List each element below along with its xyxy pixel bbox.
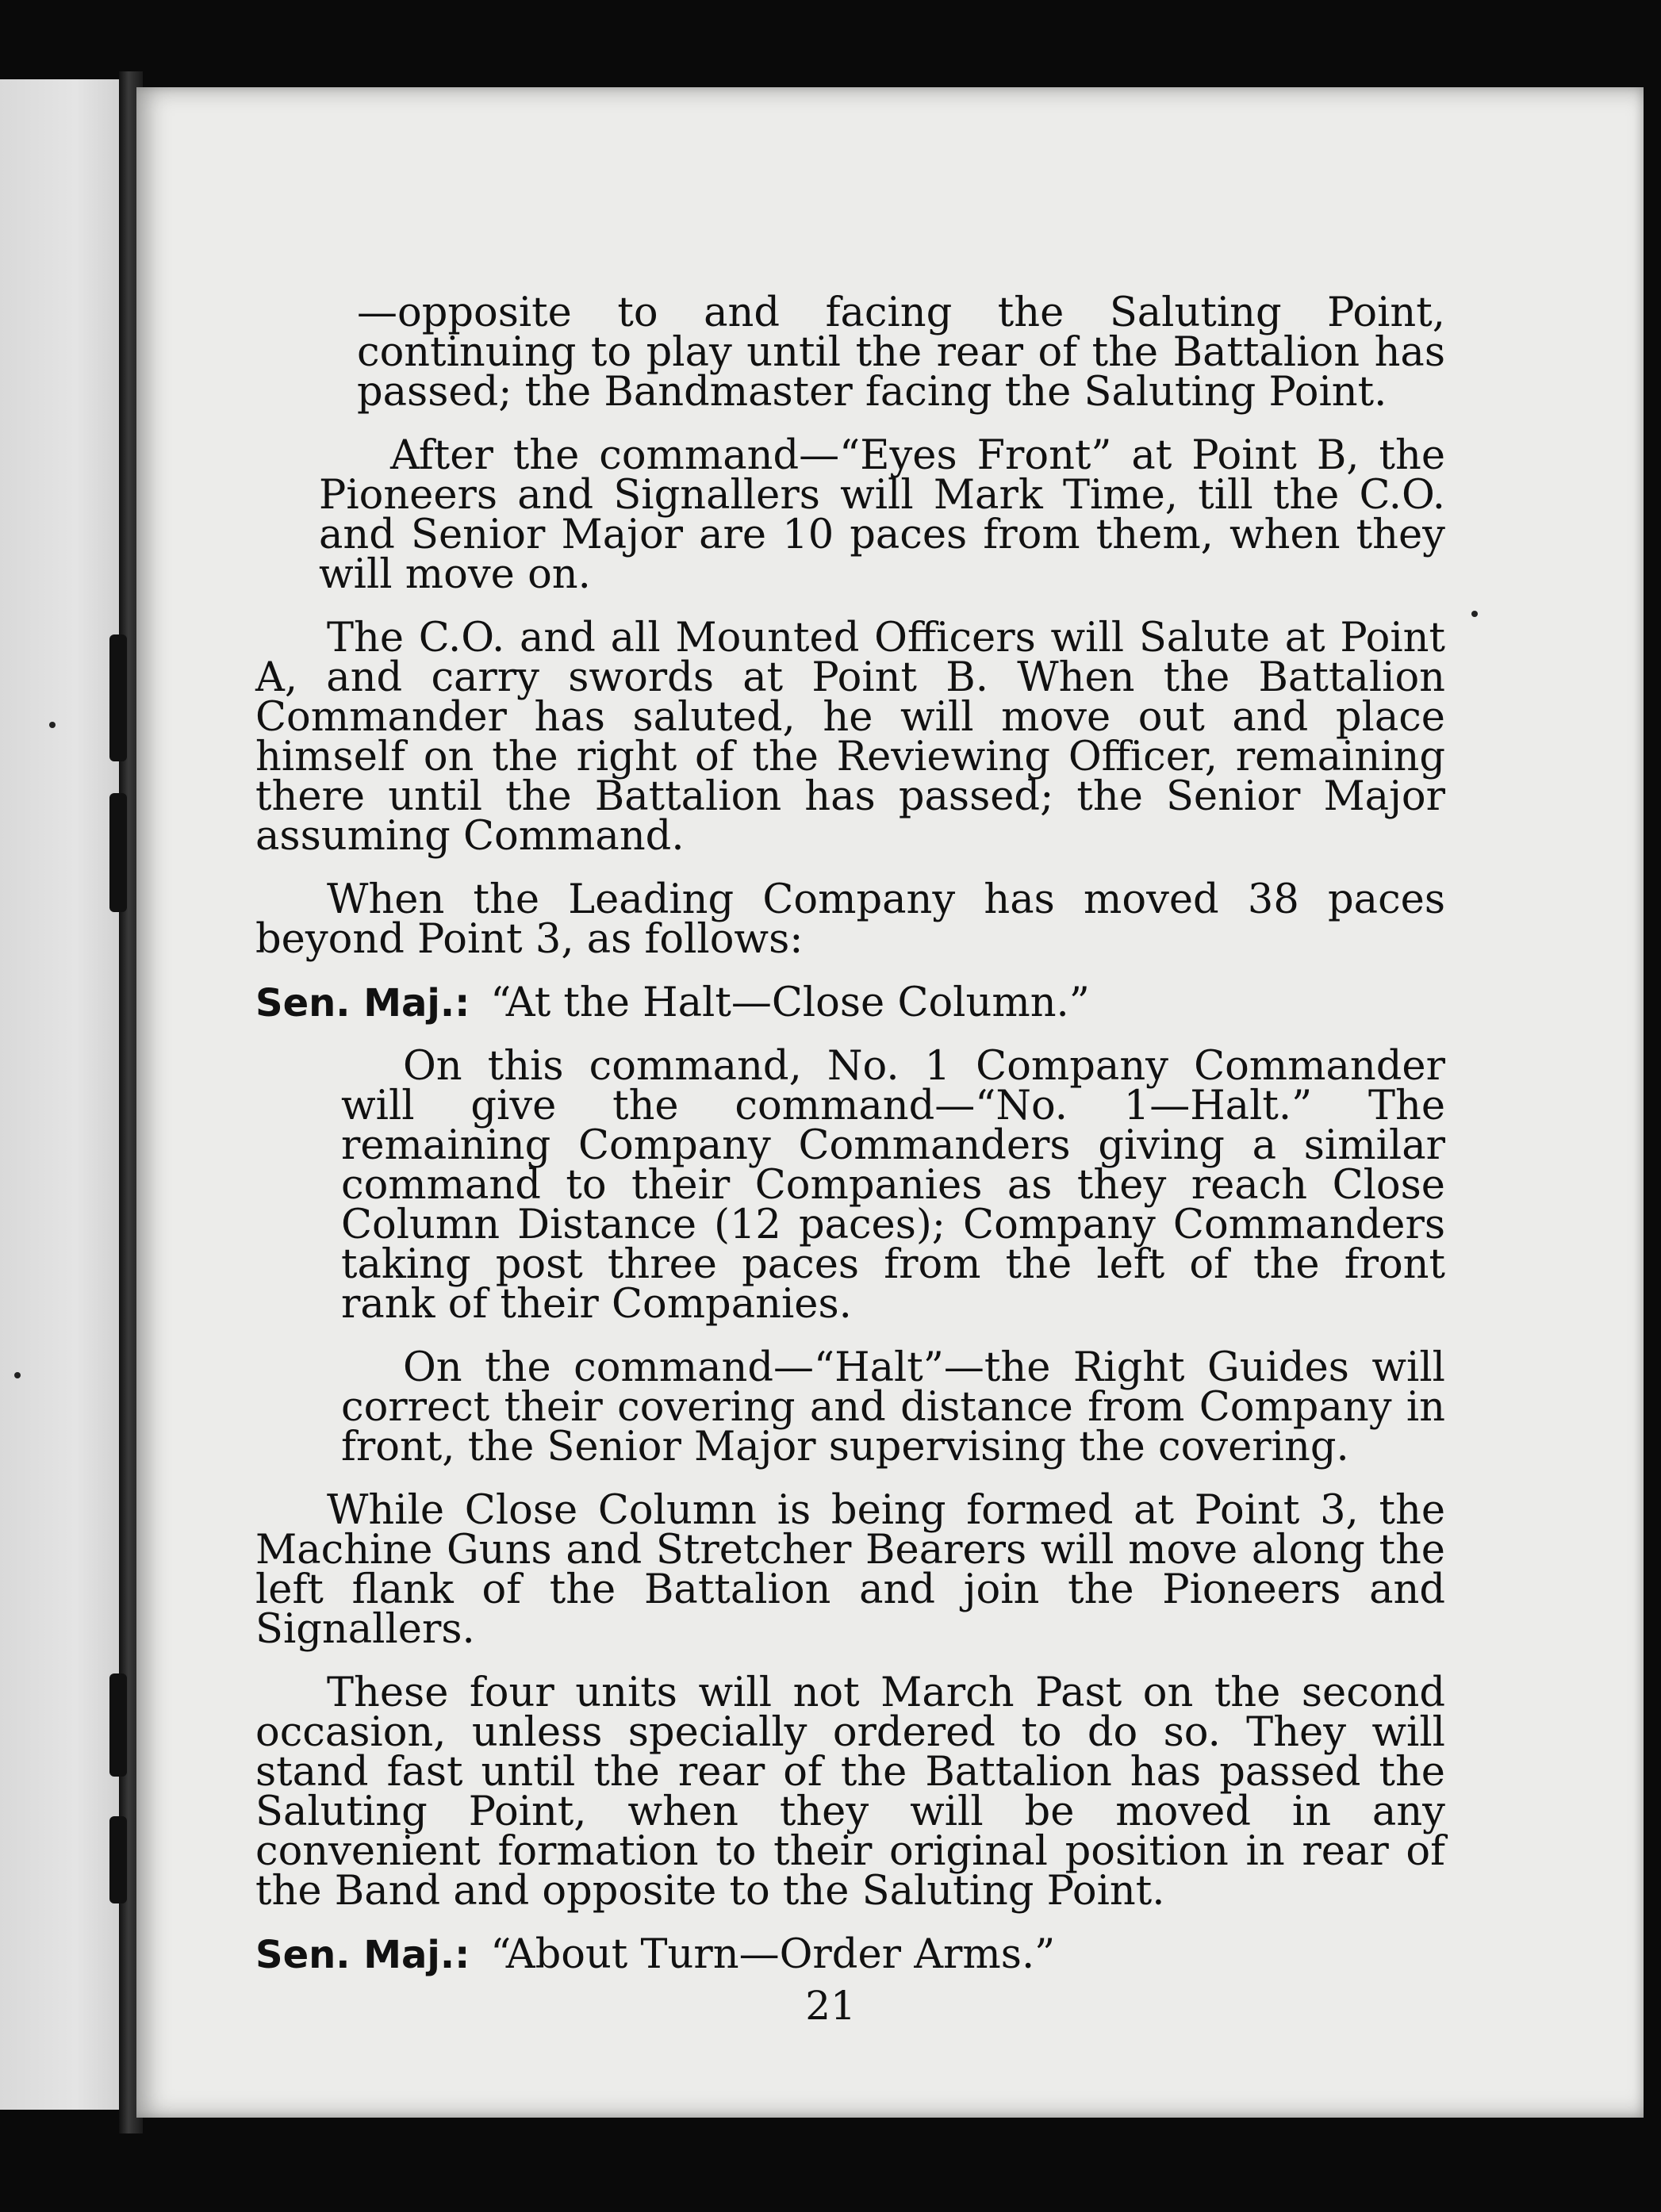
subparagraph: On this command, No. 1 Company Commander will give the command—“No. 1—Halt.” The remaining Company Commanders giving a similar command to their Companies as they reach Close Column Distance (12 paces); Company Commanders taking post three paces from the left of the front rank of their Companies. — [341, 1043, 1445, 1328]
binding-mark — [109, 634, 127, 761]
binding-mark — [109, 793, 127, 912]
dust-speck — [49, 722, 56, 728]
paragraph: While Close Column is being formed at Point 3, the Machine Guns and Stretcher Bearers will move along the left flank of the Battalion and join the Pioneers and Signallers. — [255, 1487, 1445, 1653]
command-text: “About Turn—Order Arms.” — [490, 1931, 1056, 1978]
dust-speck — [1471, 611, 1478, 617]
subparagraph: On the command—“Halt”—the Right Guides will correct their covering and distance from Company in front, the Senior Major supervising the covering. — [341, 1344, 1445, 1470]
paragraph: These four units will not March Past on the second occasion, unless specially ordered to do so. They will stand fast until the rear of the Battalion has passed the Saluting Point, when they will be moved in any convenient formation to their original position in rear of the Band and opposite to the Saluting Point. — [255, 1670, 1445, 1915]
command-text: “At the Halt—Close Column.” — [490, 979, 1090, 1026]
speaker-label: Sen. Maj.: — [255, 981, 470, 1025]
command-line — [255, 1931, 1445, 1978]
paragraph: —opposite to and facing the Saluting Point, continuing to play until the rear of the Battalion has passed; the Bandmaster facing the Saluting Point. — [357, 289, 1445, 416]
paragraph: When the Leading Company has moved 38 paces beyond Point 3, as follows: — [255, 876, 1445, 963]
speaker-label: Sen. Maj.: — [255, 1933, 470, 1977]
page-number: 21 — [805, 1983, 856, 2029]
command-line — [255, 979, 1445, 1026]
facing-page-edge — [0, 79, 127, 2110]
dust-speck — [14, 1372, 21, 1378]
paragraph: After the command—“Eyes Front” at Point B, the Pioneers and Signallers will Mark Time, till the C.O. and Senior Major are 10 paces from them, when they will move on. — [319, 432, 1445, 598]
binding-mark — [109, 1816, 127, 1903]
binding-mark — [109, 1673, 127, 1777]
paragraph: The C.O. and all Mounted Officers will Salute at Point A, and carry swords at Point B. When the Battalion Commander has saluted, he will move out and place himself on the right of the Reviewing Officer, remaining there until the Battalion has passed; the Senior Major assuming Command. — [255, 615, 1445, 860]
body-text — [255, 289, 1445, 1999]
